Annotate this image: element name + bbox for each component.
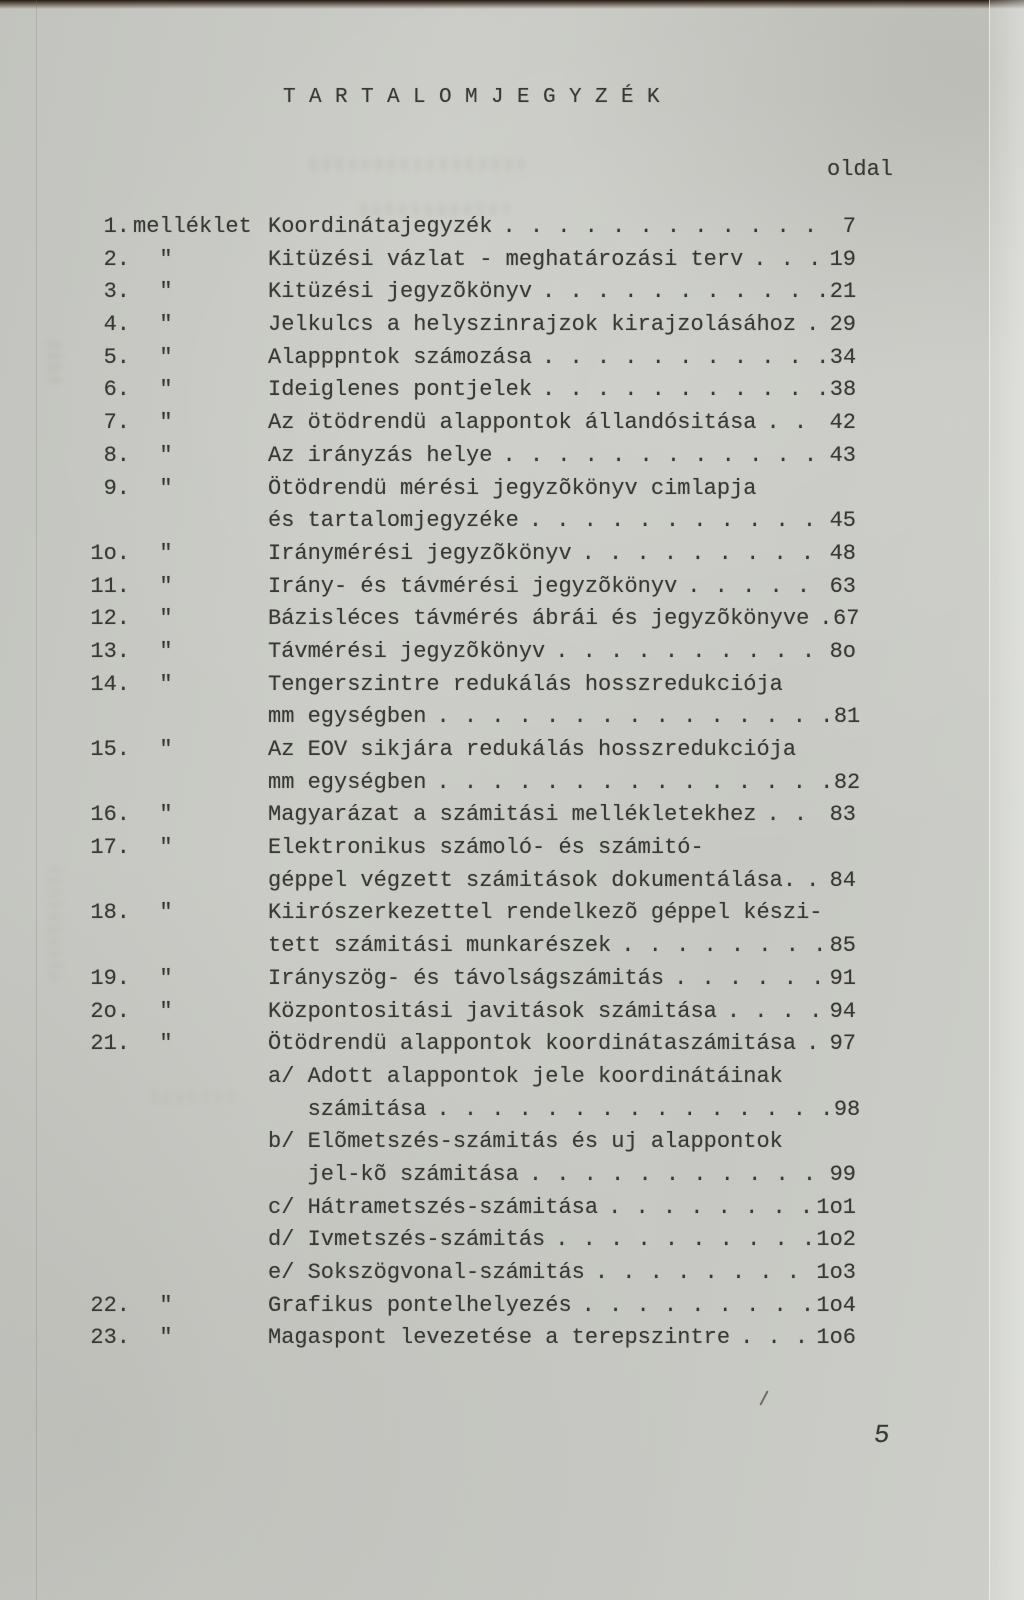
toc-entry-title: Az ötödrendü alappontok állandósitása bbox=[268, 410, 757, 436]
toc-entry-number: 2. bbox=[103, 246, 130, 272]
toc-entry-marker: " bbox=[133, 671, 173, 697]
dot-leader: . . . . . . . . . . . bbox=[528, 508, 817, 534]
toc-entry-marker: " bbox=[133, 279, 173, 305]
toc-entry-title: Koordinátajegyzék bbox=[268, 214, 493, 239]
toc-entry-title: Távmérési jegyzõkönyv bbox=[268, 638, 546, 664]
toc-entry-marker: " bbox=[133, 377, 173, 403]
toc-entry-marker: " bbox=[133, 1031, 173, 1057]
toc-row bbox=[0, 440, 1024, 473]
toc-entry-page: 1o3 bbox=[816, 1260, 856, 1285]
toc-entry-title: Kitüzési jegyzõkönyv bbox=[268, 279, 533, 305]
toc-entry-title: Grafikus pontelhelyezés bbox=[268, 1292, 572, 1318]
toc-entry-title: Kiirószerkezettel rendelkezõ géppel készi- bbox=[268, 900, 823, 926]
toc-row bbox=[0, 342, 1024, 375]
toc-entry-title: Az EOV sikjára redukálás hosszredukciója bbox=[268, 737, 797, 762]
toc-entry-marker: " bbox=[133, 573, 173, 599]
toc-row bbox=[0, 473, 1024, 506]
toc-entry-number: 19. bbox=[90, 965, 130, 991]
table-of-contents bbox=[0, 211, 1024, 1355]
toc-entry-title: Irányszög- és távolságszámitás bbox=[268, 965, 665, 991]
dot-leader: . . . . . . . . . bbox=[581, 540, 815, 566]
toc-entry-page: 81 bbox=[833, 704, 861, 730]
toc-entry-page: 42 bbox=[829, 410, 856, 436]
dot-leader: . . . bbox=[740, 1325, 809, 1351]
dot-leader: . bbox=[806, 867, 820, 893]
toc-entry-marker: " bbox=[133, 900, 173, 926]
toc-entry-marker: " bbox=[133, 638, 173, 664]
toc-entry-number: 11. bbox=[90, 573, 130, 599]
toc-row bbox=[0, 767, 1024, 800]
toc-entry-number: 8. bbox=[103, 442, 130, 468]
bleed-through-smudge bbox=[310, 158, 525, 171]
dot-leader: . . . . . . . . . bbox=[581, 1292, 815, 1318]
toc-entry-number: 6. bbox=[103, 377, 130, 403]
toc-entry-page: 8o bbox=[829, 638, 856, 664]
toc-row bbox=[0, 1192, 1024, 1225]
toc-entry-marker: melléklet bbox=[133, 214, 252, 239]
toc-entry-page: 34 bbox=[829, 344, 857, 370]
toc-entry-title: a/ Adott alappontok jele koordinátáinak bbox=[268, 1063, 783, 1089]
toc-entry-title: Tengerszintre redukálás hosszredukciója bbox=[268, 671, 783, 697]
toc-entry-page: 48 bbox=[829, 540, 856, 566]
toc-entry-title: Kitüzési vázlat - meghatározási terv bbox=[268, 246, 744, 272]
toc-entry-number: 23. bbox=[90, 1325, 130, 1351]
toc-entry-page: 45 bbox=[829, 508, 856, 534]
toc-entry-page: 29 bbox=[829, 312, 856, 338]
toc-row bbox=[0, 276, 1024, 309]
toc-row bbox=[0, 505, 1024, 538]
toc-row bbox=[0, 538, 1024, 571]
toc-entry-title: Elektronikus számoló- és számitó- bbox=[268, 835, 704, 861]
toc-entry-page: 1o1 bbox=[816, 1194, 856, 1220]
page-title: T A R T A L O M J E G Y Z É K bbox=[283, 86, 661, 109]
toc-entry-number: 1o. bbox=[90, 540, 130, 566]
toc-row bbox=[0, 1126, 1024, 1159]
toc-row bbox=[0, 963, 1024, 996]
photo-top-edge bbox=[0, 0, 1024, 9]
stray-pen-mark bbox=[759, 1390, 768, 1405]
toc-entry-marker: " bbox=[133, 246, 173, 272]
toc-entry-number: 5. bbox=[103, 344, 130, 370]
toc-entry-marker: " bbox=[133, 312, 173, 338]
toc-entry-marker: " bbox=[133, 540, 173, 566]
toc-entry-marker: " bbox=[133, 1292, 173, 1318]
toc-row bbox=[0, 865, 1024, 898]
toc-row bbox=[0, 1322, 1024, 1355]
toc-entry-title: Irány- és távmérési jegyzõkönyv bbox=[268, 573, 678, 599]
toc-entry-page: 1o2 bbox=[816, 1227, 856, 1253]
toc-row bbox=[0, 930, 1024, 963]
toc-entry-title: Ideiglenes pontjelek bbox=[268, 377, 533, 403]
toc-entry-title: Az irányzás helye bbox=[268, 442, 493, 468]
toc-entry-number: 18. bbox=[90, 900, 130, 926]
toc-row bbox=[0, 669, 1024, 702]
toc-entry-title: Magaspont levezetése a terepszintre bbox=[268, 1325, 731, 1351]
toc-entry-title: Jelkulcs a helyszinrajzok kirajzolásához bbox=[268, 312, 797, 338]
toc-entry-page: 1o6 bbox=[816, 1325, 856, 1351]
dot-leader: . . . . . . . . . . . . . . . bbox=[436, 704, 834, 730]
toc-row bbox=[0, 1290, 1024, 1323]
toc-entry-number: 17. bbox=[90, 835, 130, 861]
toc-entry-number: 21. bbox=[90, 1031, 130, 1057]
toc-row bbox=[0, 1028, 1024, 1061]
dot-leader: . . . . . . . . . . . . . . . bbox=[436, 769, 834, 795]
toc-entry-page: 63 bbox=[829, 573, 856, 599]
dot-leader: . . . . . . . . . . . . . . . bbox=[436, 1096, 834, 1122]
page-column-header: oldal bbox=[827, 157, 894, 182]
toc-entry-title: mm egységben bbox=[268, 769, 427, 795]
toc-entry-page: 82 bbox=[833, 769, 861, 795]
toc-entry-marker: " bbox=[133, 1325, 173, 1351]
toc-entry-marker: " bbox=[133, 802, 173, 828]
dot-leader: . . bbox=[766, 802, 808, 828]
toc-entry-page: 98 bbox=[833, 1096, 861, 1122]
dot-leader: . . . . . . . . . . . . bbox=[502, 214, 818, 239]
toc-entry-page: 1o4 bbox=[816, 1292, 856, 1318]
toc-entry-page: 85 bbox=[829, 933, 856, 959]
toc-row bbox=[0, 1257, 1024, 1290]
toc-entry-marker: " bbox=[133, 835, 173, 861]
dot-leader: . . . . . . . . . . bbox=[555, 638, 816, 664]
dot-leader: . bbox=[806, 1031, 820, 1057]
footer-page-number: 5 bbox=[872, 1420, 892, 1450]
toc-row bbox=[0, 734, 1024, 767]
toc-entry-title: Ötödrendü alappontok koordinátaszámitása bbox=[268, 1031, 797, 1057]
toc-entry-number: 13. bbox=[90, 638, 130, 664]
toc-entry-marker: " bbox=[133, 737, 173, 762]
toc-row bbox=[0, 1061, 1024, 1094]
toc-entry-title: c/ Hátrametszés-számitása bbox=[268, 1194, 599, 1220]
toc-entry-marker: " bbox=[133, 410, 173, 436]
toc-row bbox=[0, 571, 1024, 604]
toc-row bbox=[0, 799, 1024, 832]
toc-entry-title: tett számitási munkarészek bbox=[268, 933, 612, 959]
toc-row bbox=[0, 636, 1024, 669]
toc-row bbox=[0, 603, 1024, 636]
toc-entry-number: 22. bbox=[90, 1292, 130, 1318]
toc-row bbox=[0, 1159, 1024, 1192]
toc-entry-title: Magyarázat a számitási mellékletekhez bbox=[268, 802, 757, 828]
toc-entry-page: 7 bbox=[842, 214, 856, 239]
toc-entry-marker: " bbox=[133, 965, 173, 991]
dot-leader: . . . . . . . . . . . . bbox=[502, 442, 818, 468]
toc-row bbox=[0, 996, 1024, 1029]
toc-entry-page: 83 bbox=[829, 802, 856, 828]
toc-entry-page: 67 bbox=[833, 606, 860, 632]
toc-entry-title: és tartalomjegyzéke bbox=[268, 508, 519, 534]
toc-entry-title: számitása bbox=[268, 1096, 427, 1122]
dot-leader: . . . . . bbox=[687, 573, 811, 599]
toc-entry-title: jel-kõ számitása bbox=[268, 1161, 519, 1187]
dot-leader: . . . bbox=[753, 246, 822, 272]
toc-entry-page: 99 bbox=[829, 1161, 856, 1187]
toc-entry-title: Bázisléces távmérés ábrái és jegyzõkönyve bbox=[268, 606, 810, 632]
toc-entry-number: 1. bbox=[103, 214, 130, 239]
toc-entry-title: Alapppntok számozása bbox=[268, 344, 533, 370]
toc-row bbox=[0, 407, 1024, 440]
toc-row bbox=[0, 211, 1024, 244]
toc-entry-title: b/ Elõmetszés-számitás és uj alappontok bbox=[268, 1129, 783, 1155]
dot-leader: . . . . . . . . . . . bbox=[528, 1161, 817, 1187]
dot-leader: . . . . . . . . bbox=[621, 933, 827, 959]
toc-row bbox=[0, 1094, 1024, 1127]
toc-row bbox=[0, 701, 1024, 734]
toc-entry-number: 2o. bbox=[90, 998, 130, 1024]
toc-row bbox=[0, 374, 1024, 407]
toc-entry-number: 9. bbox=[103, 475, 130, 501]
toc-entry-page: 91 bbox=[829, 965, 856, 991]
toc-entry-marker: " bbox=[133, 998, 173, 1024]
toc-entry-page: 43 bbox=[829, 442, 856, 468]
toc-row bbox=[0, 1224, 1024, 1257]
toc-entry-page: 94 bbox=[829, 998, 856, 1024]
toc-entry-title: mm egységben bbox=[268, 704, 427, 730]
dot-leader: . . . . . . . . . . . bbox=[542, 279, 830, 305]
dot-leader: . bbox=[819, 606, 833, 632]
toc-entry-title: géppel végzett számitások dokumentálása. bbox=[268, 867, 797, 893]
toc-entry-title: e/ Sokszögvonal-számitás bbox=[268, 1260, 585, 1285]
toc-entry-marker: " bbox=[133, 442, 173, 468]
toc-entry-number: 3. bbox=[103, 279, 130, 305]
toc-entry-number: 14. bbox=[90, 671, 130, 697]
dot-leader: . . . . . . . . bbox=[594, 1260, 801, 1285]
toc-row bbox=[0, 897, 1024, 930]
toc-entry-number: 16. bbox=[90, 802, 130, 828]
toc-entry-title: Iránymérési jegyzõkönyv bbox=[268, 540, 572, 566]
toc-entry-page: 38 bbox=[829, 377, 857, 403]
toc-entry-title: Ötödrendü mérési jegyzõkönyv cimlapja bbox=[268, 475, 757, 501]
toc-entry-page: 21 bbox=[829, 279, 857, 305]
toc-row bbox=[0, 244, 1024, 277]
toc-entry-page: 84 bbox=[829, 867, 856, 893]
toc-row bbox=[0, 309, 1024, 342]
toc-entry-page: 19 bbox=[829, 246, 856, 272]
dot-leader: . . . . . . bbox=[674, 965, 825, 991]
toc-entry-page: 97 bbox=[829, 1031, 856, 1057]
toc-entry-marker: " bbox=[133, 344, 173, 370]
toc-entry-number: 7. bbox=[103, 410, 130, 436]
toc-row bbox=[0, 832, 1024, 865]
dot-leader: . . . . bbox=[726, 998, 823, 1024]
dot-leader: . bbox=[806, 312, 820, 338]
dot-leader: . . bbox=[766, 410, 808, 436]
dot-leader: . . . . . . . . . . bbox=[555, 1227, 816, 1253]
toc-entry-number: 4. bbox=[103, 312, 130, 338]
toc-entry-marker: " bbox=[133, 606, 173, 632]
toc-entry-title: Központositási javitások számitása bbox=[268, 998, 717, 1024]
toc-entry-marker: " bbox=[133, 475, 173, 501]
toc-entry-title: d/ Ivmetszés-számitás bbox=[268, 1227, 546, 1253]
toc-entry-number: 15. bbox=[90, 737, 130, 762]
dot-leader: . . . . . . . . . . . bbox=[542, 344, 830, 370]
dot-leader: . . . . . . . . . . . bbox=[542, 377, 830, 403]
dot-leader: . . . . . . . . bbox=[608, 1194, 814, 1220]
toc-entry-number: 12. bbox=[90, 606, 130, 632]
